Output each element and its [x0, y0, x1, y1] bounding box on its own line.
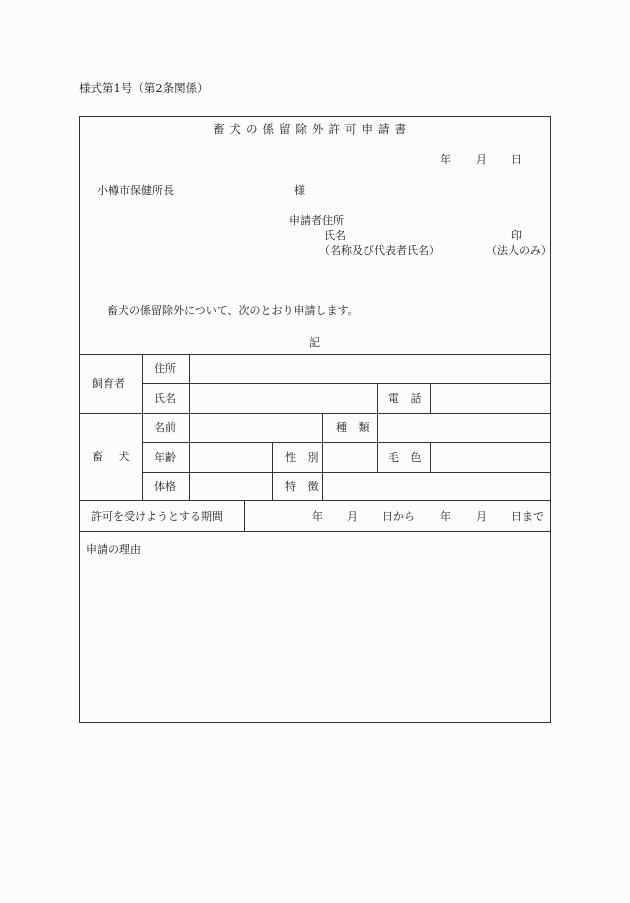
period-from-day: 日から [382, 510, 415, 523]
dog-row-line-2 [142, 472, 551, 473]
period-from-month: 月 [347, 510, 358, 523]
dog-color-field[interactable] [437, 452, 545, 464]
ki-label: 記 [309, 336, 320, 349]
group-label-divider [142, 354, 143, 500]
breed-label-right-line [377, 413, 378, 442]
owner-name-label: 氏名 [154, 392, 176, 405]
color-label-left-line [377, 442, 378, 472]
owner-bottom-line [79, 413, 551, 414]
dog-breed-label: 種 類 [336, 421, 374, 434]
applicant-seal-note: （法人のみ） [486, 244, 552, 257]
form-number: 様式第1号（第2条関係） [79, 81, 209, 95]
dog-age-label: 年齢 [154, 451, 176, 464]
dog-row-line-1 [142, 442, 551, 443]
phone-label-right-line [430, 383, 431, 413]
period-to-year: 年 [440, 510, 451, 523]
reason-label: 申請の理由 [86, 543, 141, 556]
dog-bottom-line [79, 500, 551, 501]
period-to-day: 日まで [511, 510, 544, 523]
dog-name-label: 名前 [154, 421, 176, 434]
request-statement: 畜犬の係留除外について、次のとおり申請します。 [107, 304, 359, 317]
owner-group-label: 飼育者 [92, 377, 125, 390]
date-year-label: 年 [440, 153, 451, 166]
period-from-year: 年 [312, 510, 323, 523]
table-top-line [79, 354, 551, 355]
dog-breed-field[interactable] [384, 422, 544, 434]
addressee-name: 小樽市保健所長 [97, 184, 174, 197]
breed-label-left-line [322, 413, 323, 442]
dog-build-field[interactable] [196, 481, 266, 493]
applicant-seal-label: 印 [511, 229, 522, 242]
reason-field[interactable] [86, 562, 544, 712]
owner-row-line [142, 383, 551, 384]
addressee-honorific: 様 [294, 184, 305, 197]
dog-name-field[interactable] [196, 422, 316, 434]
color-label-right-line [430, 442, 431, 472]
sex-label-left-line [272, 442, 273, 500]
period-bottom-line [79, 531, 551, 532]
dog-color-label: 毛 色 [388, 451, 426, 464]
dog-features-label: 特 徴 [285, 480, 323, 493]
applicant-name-label: 氏名 [324, 229, 346, 242]
dog-build-label: 体格 [154, 480, 176, 493]
period-to-month: 月 [476, 510, 487, 523]
dog-sex-field[interactable] [329, 452, 371, 464]
applicant-name-note: （名称及び代表者氏名） [319, 244, 440, 257]
period-label: 許可を受けようとする期間 [91, 510, 223, 523]
owner-name-field[interactable] [196, 393, 371, 405]
dog-age-field[interactable] [196, 452, 266, 464]
period-label-divider [244, 500, 245, 531]
date-month-label: 月 [476, 153, 487, 166]
phone-label-left-line [377, 383, 378, 413]
date-day-label: 日 [511, 153, 522, 166]
dog-features-field[interactable] [329, 481, 545, 493]
owner-phone-label: 電 話 [388, 392, 426, 405]
applicant-address-label: 申請者住所 [289, 214, 344, 227]
form-title: 畜犬の係留除外許可申請書 [213, 122, 411, 136]
owner-phone-field[interactable] [437, 393, 545, 405]
field-label-divider [189, 354, 190, 500]
owner-address-label: 住所 [154, 362, 176, 375]
owner-address-field[interactable] [196, 363, 544, 375]
dog-group-label: 畜 犬 [92, 450, 136, 463]
dog-sex-label: 性 別 [285, 451, 323, 464]
